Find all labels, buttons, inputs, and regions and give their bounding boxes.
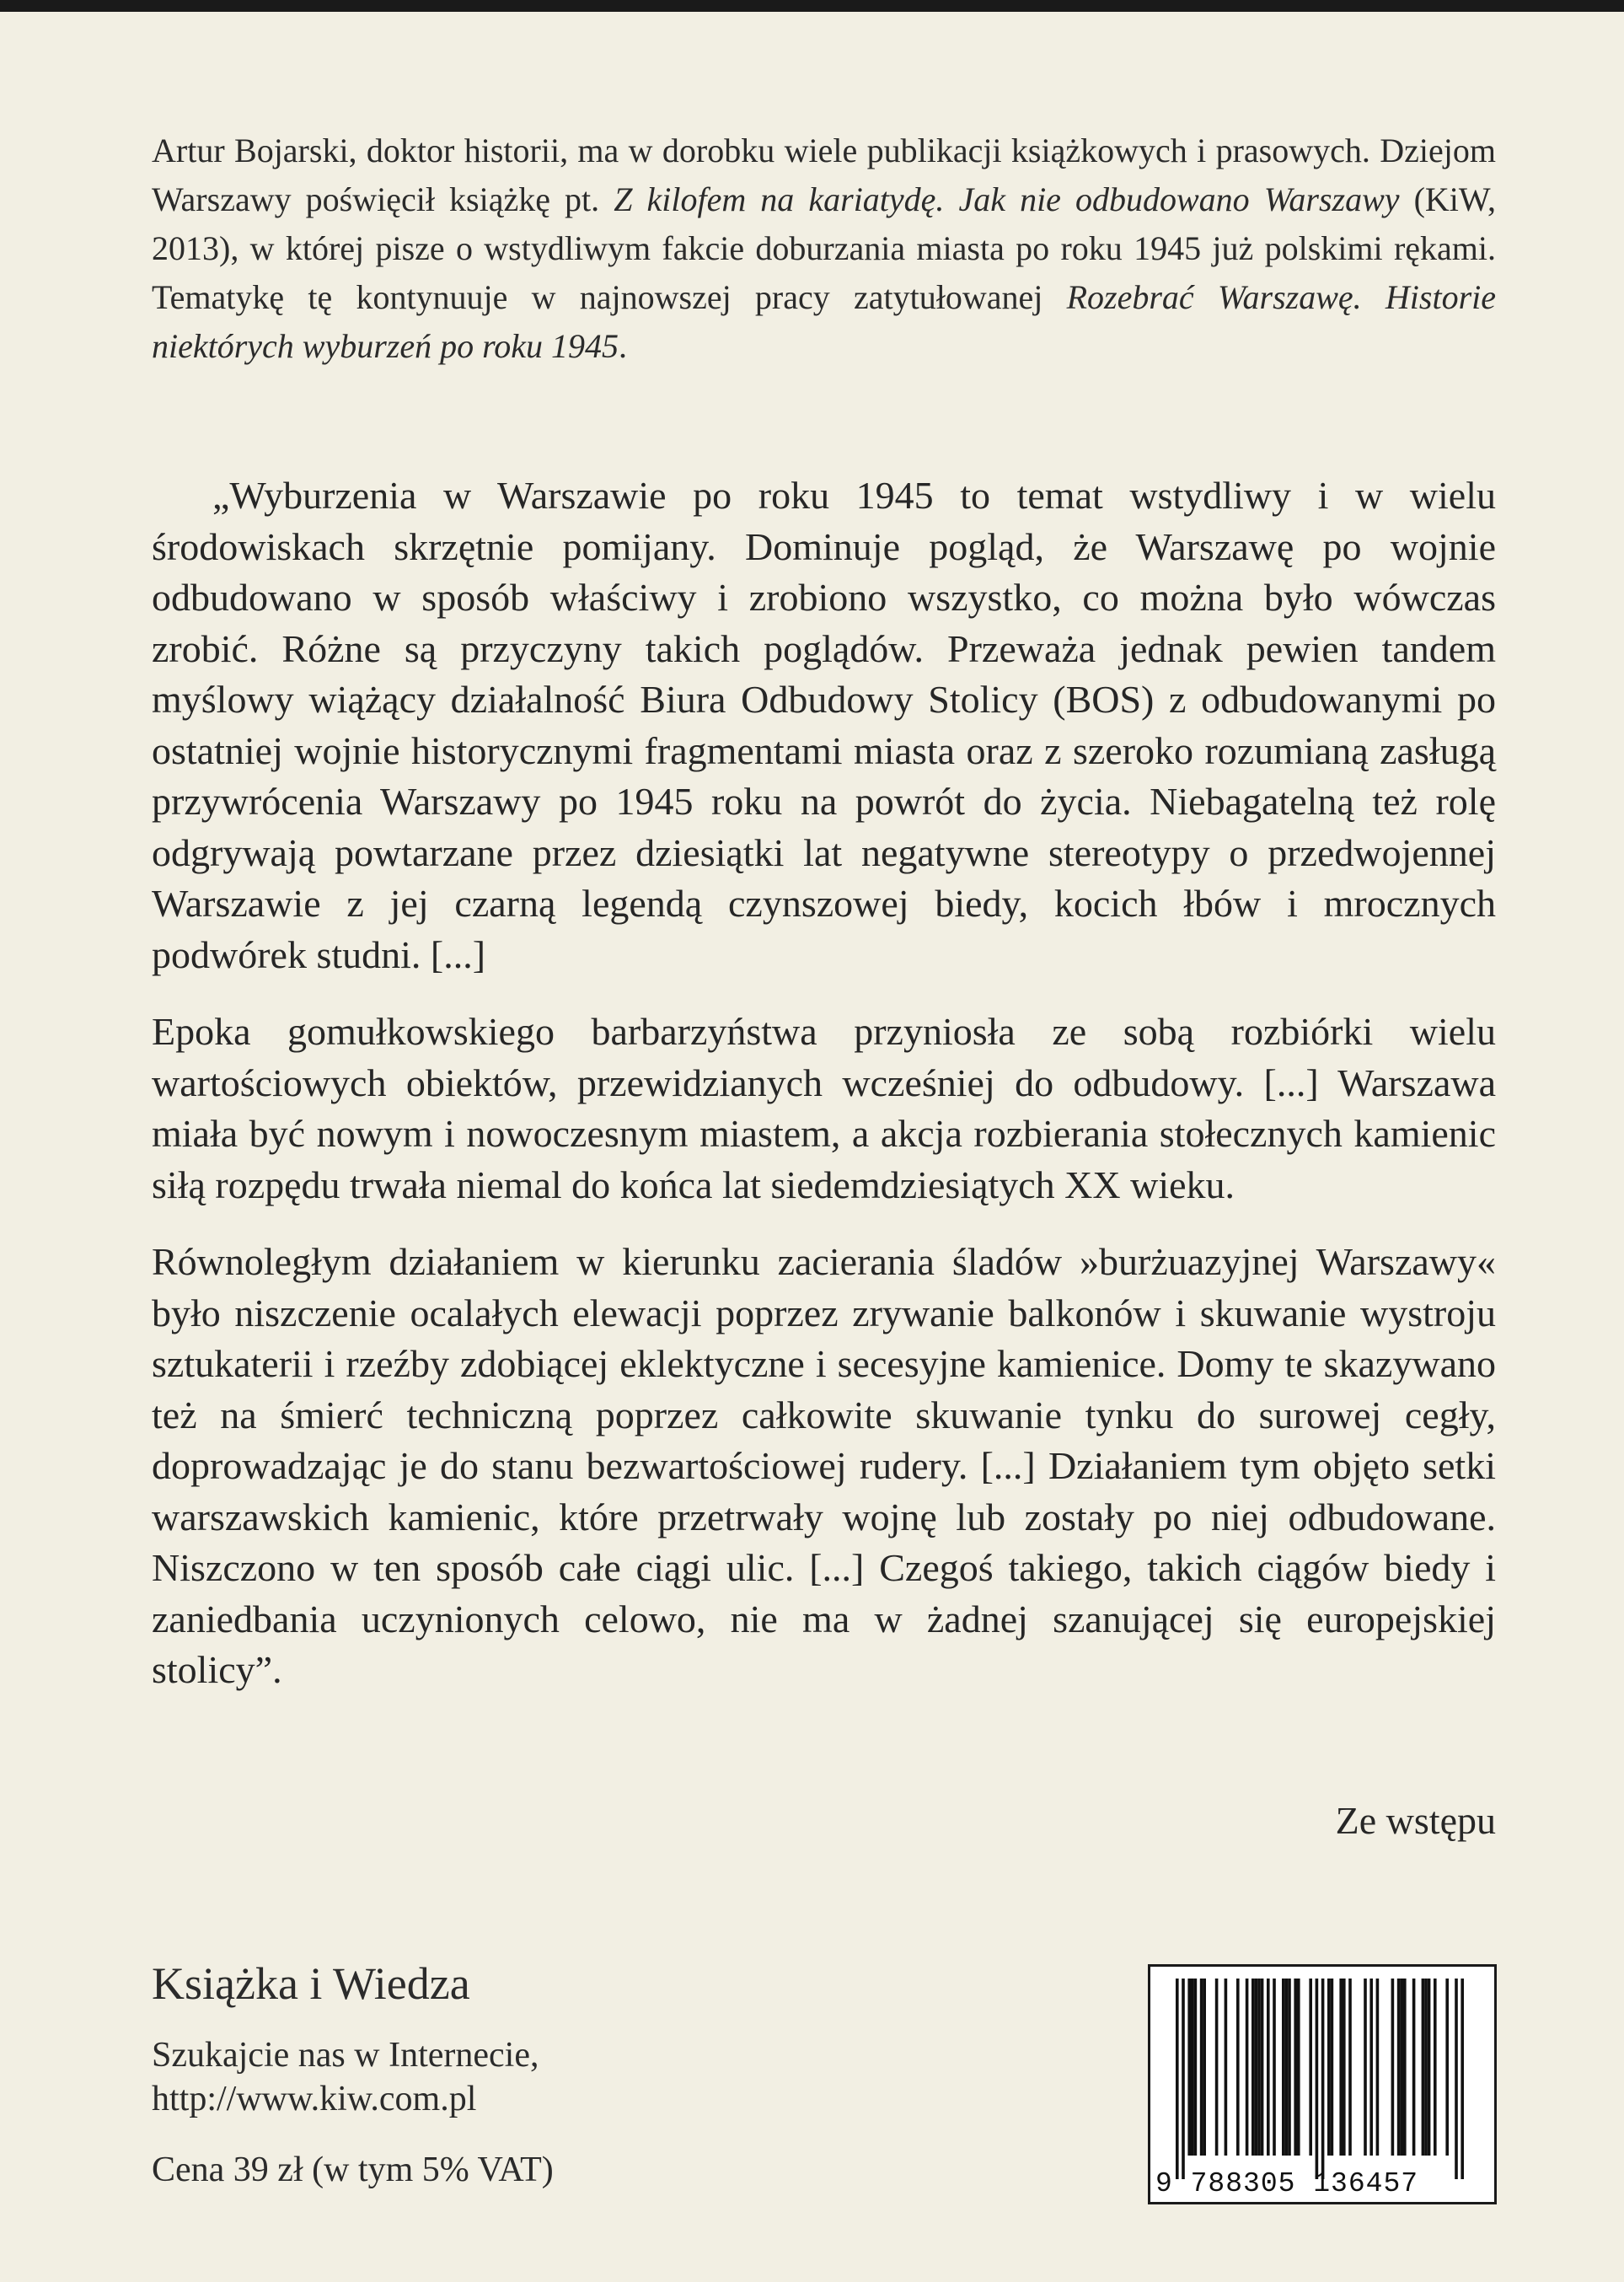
barcode-bar (1412, 1979, 1416, 2156)
barcode-bar (1225, 1979, 1228, 2156)
bio-title-1: Z kilofem na kariatydę. Jak nie odbudowano Warszawy (614, 180, 1400, 218)
barcode-bar (1455, 1979, 1458, 2179)
barcode-bar (1282, 1979, 1285, 2156)
barcode-bar (1297, 1979, 1300, 2156)
barcode-bar (1182, 1979, 1185, 2179)
barcode-bar (1273, 1979, 1276, 2156)
barcode-bar (1187, 1979, 1191, 2156)
bio-text-1: Artur Bojarski, doktor historii, ma w dorobku wiele publikacji książkowych i prasowych. Dziejom Warszawy poświęcił książkę pt. (152, 132, 1496, 218)
barcode-bar (1403, 1979, 1407, 2156)
quote-paragraph-1: „Wyburzenia w Warszawie po roku 1945 to temat wstydliwy i w wielu środowiskach skrzętnie pomijany. Dominuje pogląd, że Warszawę po wojnie odbudowano w sposób właściwy i zrobiono wszystko, co można było wówczas zrobić. Różne są przyczyny takich poglądów. Przeważa jednak pewien tandem myślowy wiążący działalność Biura Odbudowy Stolicy (BOS) z odbudowanymi po ostatniej wojnie historycznymi fragmentami miasta oraz z szeroko rozumianą zasługą przywrócenia Warszawy po 1945 roku na powrót do życia. Niebagatelną też rolę odgrywają powtarzane przez dziesiątki lat negatywne stereotypy o przedwojennej Warszawie z jej czarną legendą czynszowej biedy, kocich łbów i mrocznych podwórek studni. [...] (152, 474, 1496, 976)
barcode-bar (1236, 1979, 1240, 2156)
publisher-website-link[interactable]: http://www.kiw.com.pl (152, 2080, 477, 2118)
barcode-bar (1285, 1979, 1289, 2156)
barcode-bar (1203, 1979, 1206, 2156)
barcode-bar (1397, 1979, 1401, 2156)
barcode-bar (1194, 1979, 1198, 2156)
barcode-bar (1257, 1979, 1261, 2156)
quote-paragraph-2: Epoka gomułkowskiego barbarzyństwa przyniosła ze sobą rozbiórki wielu wartościowych obiektów, przewidzianych wcześniej do odbudowy. [...] Warszawa miała być nowym i nowoczesnym miastem, a akcja rozbierania stołecznych kamienic siłą rozpędu trwała niemal do końca lat siedemdziesiątych XX wieku. (152, 1010, 1496, 1206)
barcode-bar (1246, 1979, 1249, 2156)
barcode-bar (1251, 1979, 1255, 2156)
barcode-bar (1267, 1979, 1270, 2156)
barcode-bar (1316, 1979, 1319, 2179)
barcode-bar (1176, 1979, 1179, 2179)
barcode-bar (1339, 1979, 1343, 2156)
barcode-bar (1343, 1979, 1346, 2156)
price-label: Cena 39 zł (w tym 5% VAT) (152, 2150, 554, 2189)
quote-paragraph-3: Równoległym działaniem w kierunku zacierania śladów »burżuazyjnej Warszawy« było niszczenie ocalałych elewacji poprzez zrywanie balkonów i skuwanie wystroju sztukaterii i rzeźby zdobiącej eklektyczne i secesyjne kamienice. Domy te skazywano też na śmierć techniczną poprzez całkowite skuwanie tynku do surowej cegły, doprowadzając je do stanu bezwartościowej rudery. [...] Działaniem tym objęto setki warszawskich kamienic, które przetrwały wojnę lub zostały po niej odbudowane. Niszczono w ten sposób całe ciągi ulic. [...] Czegoś takiego, takich ciągów biedy i zaniedbania uczynionych celowo, nie ma w żadnej szanującej się europejskiej stolicy”. (152, 1240, 1496, 1691)
barcode-bar (1255, 1979, 1258, 2156)
barcode-bar (1215, 1979, 1219, 2156)
barcode-bar (1434, 1979, 1437, 2156)
barcode-bar (1321, 1979, 1325, 2179)
excerpt-quote (152, 470, 1496, 1722)
barcode-digits: 9 788305 136457 (1155, 2168, 1419, 2199)
barcode-bar (1445, 1979, 1449, 2156)
author-bio (152, 126, 1496, 371)
publisher-name: Książka i Wiedza (152, 1958, 470, 2009)
bio-text-2: (KiW, 2013), w której pisze o wstydliwym fakcie doburzania miasta po roku 1945 już polskimi rękami. Tematykę tę kontynuuje w najnowszej pracy zatytułowanej (152, 180, 1496, 316)
publisher-search-note: Szukajcie nas w Internecie, (152, 2036, 539, 2075)
quote-attribution: Ze wstępu (1335, 1799, 1496, 1842)
barcode-bar (1200, 1979, 1203, 2156)
barcode-bar (1294, 1979, 1297, 2156)
barcode-bars (1150, 1967, 1494, 2202)
barcode-bar (1288, 1979, 1291, 2156)
isbn-barcode (1148, 1964, 1497, 2204)
barcode-bar (1327, 1979, 1331, 2156)
barcode-bar (1391, 1979, 1395, 2156)
barcode-bar (1461, 1979, 1464, 2179)
barcode-bar (1348, 1979, 1352, 2156)
barcode-bar (1424, 1979, 1428, 2156)
barcode-bar (1428, 1979, 1431, 2156)
barcode-bar (1364, 1979, 1367, 2156)
barcode-bar (1331, 1979, 1334, 2156)
barcode-bar (1400, 1979, 1403, 2156)
bio-text-3: . (618, 327, 627, 365)
barcode-bar (1309, 1979, 1312, 2156)
barcode-bar (1191, 1979, 1194, 2156)
barcode-bar (1376, 1979, 1380, 2156)
barcode-bar (1261, 1979, 1264, 2156)
barcode-bar (1422, 1979, 1425, 2156)
bio-title-2: Rozebrać Warszawę. Historie niektórych wyburzeń po roku 1945 (152, 278, 1496, 365)
barcode-bar (1369, 1979, 1373, 2156)
